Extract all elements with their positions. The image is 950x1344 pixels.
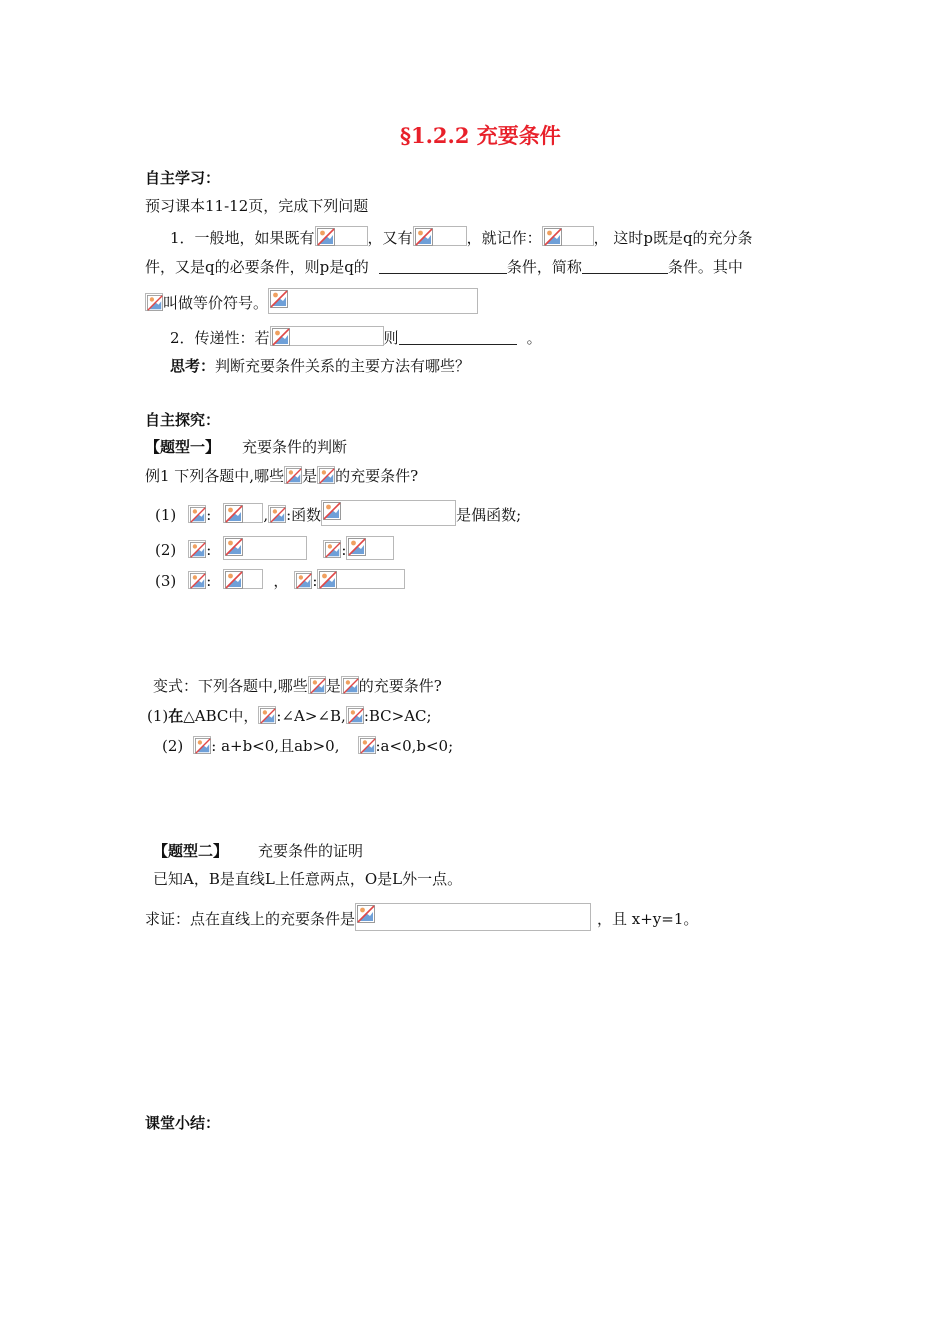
broken-image-icon bbox=[294, 571, 312, 589]
broken-image-icon bbox=[270, 326, 384, 346]
item2-line: 2．传递性：若 则 。 bbox=[170, 326, 542, 348]
problem-1: (1) : , :函数 是偶函数; bbox=[155, 500, 521, 526]
broken-image-icon bbox=[341, 676, 359, 694]
variant-1: (1)在△ABC中， :∠A>∠B, :BC>AC; bbox=[147, 707, 432, 725]
broken-image-icon bbox=[308, 676, 326, 694]
blank-line bbox=[379, 259, 507, 274]
broken-image-icon bbox=[358, 736, 376, 754]
broken-image-icon bbox=[317, 466, 335, 484]
broken-image-icon bbox=[355, 903, 591, 931]
broken-image-icon bbox=[188, 505, 206, 523]
broken-image-icon bbox=[223, 569, 263, 589]
broken-image-icon bbox=[315, 226, 368, 246]
broken-image-icon bbox=[188, 540, 206, 558]
broken-image-icon bbox=[223, 503, 263, 523]
broken-image-icon bbox=[346, 706, 364, 724]
broken-image-icon bbox=[145, 293, 163, 311]
prove-line: 求证：点在直线上的充要条件是 ，且 x+y=1。 bbox=[145, 903, 698, 931]
page-title: §1.2.2 充要条件 bbox=[400, 123, 561, 148]
broken-image-icon bbox=[268, 288, 478, 314]
type1-heading: 【题型一】 充要条件的判断 bbox=[145, 438, 348, 456]
item1-line3: 叫做等价符号。 bbox=[145, 288, 478, 314]
broken-image-icon bbox=[346, 536, 394, 560]
section-heading-explore: 自主探究： bbox=[145, 411, 221, 429]
broken-image-icon bbox=[258, 706, 276, 724]
problem-3: (3) : ， : bbox=[155, 569, 405, 591]
broken-image-icon bbox=[321, 500, 456, 526]
problem-2: (2) : : bbox=[155, 536, 394, 560]
broken-image-icon bbox=[193, 736, 211, 754]
blank-line bbox=[399, 330, 517, 345]
section-heading-self-study: 自主学习： bbox=[145, 169, 221, 187]
broken-image-icon bbox=[542, 226, 594, 246]
example1: 例1 下列各题中,哪些 是 的充要条件? bbox=[145, 467, 419, 485]
item1-line2: 件，又是q的必要条件，则p是q的 条件，简称 条件。其中 bbox=[145, 258, 743, 276]
broken-image-icon bbox=[284, 466, 302, 484]
given-text: 已知A，B是直线L上任意两点，O是L外一点。 bbox=[153, 870, 463, 888]
broken-image-icon bbox=[413, 226, 467, 246]
blank-line bbox=[582, 259, 668, 274]
think-line: 思考：判断充要条件关系的主要方法有哪些？ bbox=[170, 357, 471, 375]
broken-image-icon bbox=[223, 536, 307, 560]
broken-image-icon bbox=[268, 505, 286, 523]
broken-image-icon bbox=[188, 571, 206, 589]
intro-text: 预习课本11-12页，完成下列问题 bbox=[145, 197, 369, 215]
type2-heading: 【题型二】 充要条件的证明 bbox=[153, 842, 364, 860]
broken-image-icon bbox=[317, 569, 405, 589]
variant-2: (2) : a+b<0,且ab>0, :a<0,b<0; bbox=[162, 737, 454, 755]
broken-image-icon bbox=[323, 540, 341, 558]
item1-line1: 1．一般地，如果既有 ，又有 ，就记作： ， 这时p既是q的充分条 bbox=[170, 226, 753, 248]
summary-heading: 课堂小结： bbox=[145, 1114, 221, 1132]
variant-heading: 变式：下列各题中,哪些 是 的充要条件? bbox=[153, 677, 442, 695]
